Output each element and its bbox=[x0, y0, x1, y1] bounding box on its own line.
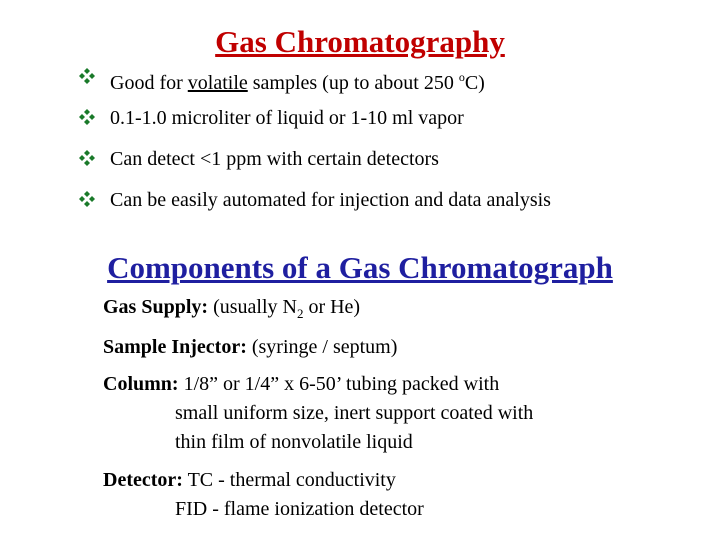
bullet-text: 0.1-1.0 microliter of liquid or 1-10 ml vapor bbox=[110, 107, 464, 129]
component-label: Sample Injector: bbox=[103, 336, 247, 358]
four-diamond-bullet-icon bbox=[78, 67, 96, 85]
list-item bbox=[86, 142, 551, 183]
feature-list bbox=[86, 60, 551, 224]
component-gas-supply: Gas Supply: (usually $N_2$ or He) bbox=[103, 296, 361, 321]
four-diamond-bullet-icon bbox=[78, 108, 96, 126]
list-item bbox=[86, 60, 551, 101]
bullet-text: Good for volatile samples (up to about 250 $^o$C) bbox=[110, 70, 485, 94]
component-label: Detector: bbox=[103, 469, 183, 491]
section-heading: Components of a Gas Chromatograph bbox=[107, 250, 613, 285]
bullet-text: Can detect <1 ppm with certain detectors bbox=[110, 148, 439, 170]
bullet-text: Can be easily automated for injection and data analysis bbox=[110, 189, 551, 211]
component-label: Gas Supply: bbox=[103, 296, 209, 318]
list-item bbox=[86, 183, 551, 224]
list-item bbox=[86, 101, 551, 142]
four-diamond-bullet-icon bbox=[78, 190, 96, 208]
component-column: Column: 1/8” or 1/4” x 6-50’ tubing packed with small uniform size, inert support coated with thin film of nonvolatile liquid bbox=[103, 373, 534, 453]
component-label: Column: bbox=[103, 373, 179, 395]
component-detector: Detector: TC - thermal conductivity FID - flame ionization detector bbox=[103, 469, 424, 520]
component-injector: Sample Injector: (syringe / septum) bbox=[103, 336, 398, 358]
four-diamond-bullet-icon bbox=[78, 149, 96, 167]
page-title: Gas Chromatography bbox=[215, 24, 505, 59]
